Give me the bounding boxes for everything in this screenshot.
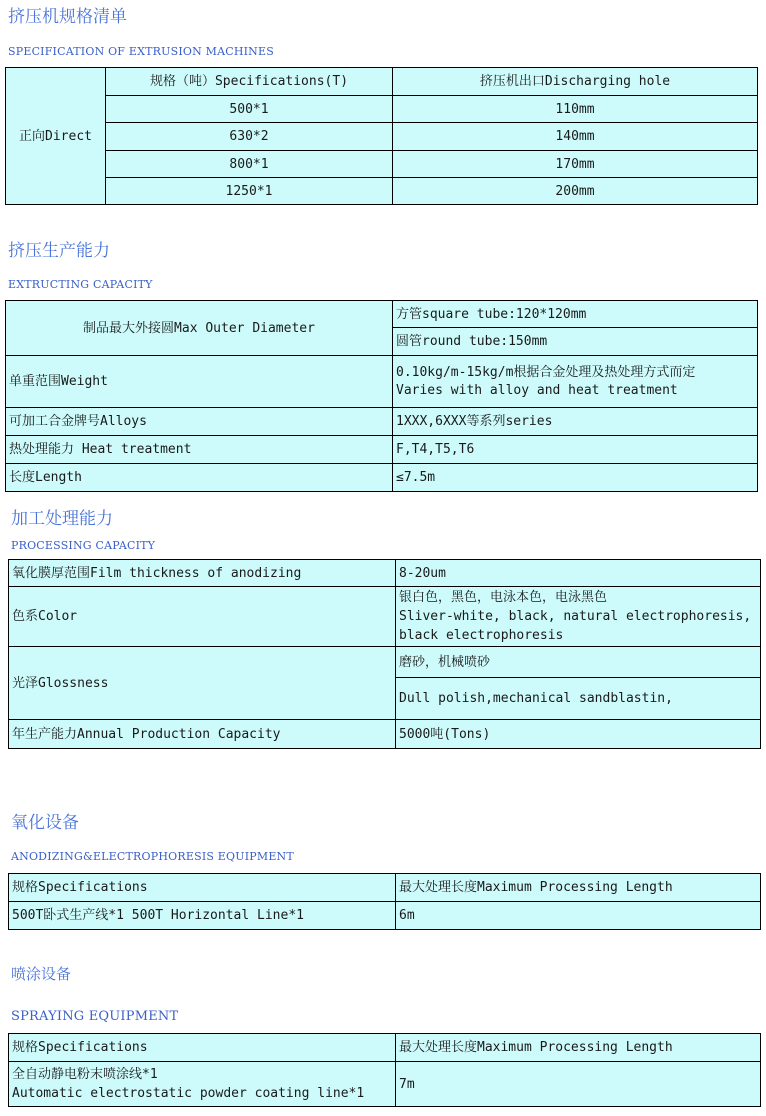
value-alloys: 1XXX,6XXX等系列series (392, 407, 758, 436)
label-annual-capacity: 年生产能力Annual Production Capacity (8, 719, 396, 749)
section-subtitle-extruding-capacity: EXTRUCTING CAPACITY (8, 278, 153, 291)
value-color (395, 586, 761, 647)
header-specifications: 规格Specifications (8, 1033, 396, 1062)
section-subtitle-spraying-equipment: SPRAYING EQUIPMENT (11, 1009, 179, 1024)
hole-cell: 140mm (392, 122, 758, 151)
powder-coating-text-en: Automatic electrostatic powder coating line*1 (12, 1086, 365, 1101)
row-horizontal-line-length: 6m (395, 901, 761, 930)
header-max-processing-length: 最大处理长度Maximum Processing Length (395, 873, 761, 902)
color-text-en-1: Sliver-white, black, natural electrophoresis, (399, 609, 752, 624)
value-glossness-en: Dull polish,mechanical sandblastin, (395, 677, 761, 720)
section-title-extrusion-specs: 挤压机规格清单 (8, 7, 127, 27)
header-specifications: 规格Specifications (8, 873, 396, 902)
row-horizontal-line-spec: 500T卧式生产线*1 500T Horizontal Line*1 (8, 901, 396, 930)
section-title-spraying-equipment: 喷涂设备 (11, 965, 72, 983)
label-weight: 单重范围Weight (5, 355, 393, 408)
label-glossness: 光泽Glossness (8, 646, 396, 720)
header-discharging-hole: 挤压机出口Discharging hole (392, 67, 758, 96)
section-subtitle-processing-capacity: PROCESSING CAPACITY (11, 539, 156, 552)
spec-cell: 1250*1 (105, 177, 393, 205)
section-title-processing-capacity: 加工处理能力 (11, 509, 113, 529)
label-max-outer-diameter: 制品最大外接圆Max Outer Diameter (5, 300, 393, 356)
value-square-tube: 方管square tube:120*120mm (392, 300, 758, 328)
value-heat-treatment: F,T4,T5,T6 (392, 435, 758, 464)
color-text-cn: 银白色，黑色，电泳本色，电泳黑色 (399, 590, 608, 605)
hole-cell: 200mm (392, 177, 758, 205)
value-film-thickness: 8-20um (395, 559, 761, 587)
label-alloys: 可加工合金牌号Alloys (5, 407, 393, 436)
spec-cell: 500*1 (105, 95, 393, 123)
value-round-tube: 圆管round tube:150mm (392, 327, 758, 356)
hole-cell: 170mm (392, 150, 758, 178)
row-label-direct: 正向Direct (5, 67, 106, 205)
section-title-extruding-capacity: 挤压生产能力 (8, 241, 110, 261)
label-heat-treatment: 热处理能力 Heat treatment (5, 435, 393, 464)
spec-cell: 800*1 (105, 150, 393, 178)
section-subtitle-extrusion-specs: SPECIFICATION OF EXTRUSION MACHINES (8, 45, 274, 58)
row-powder-coating-spec (8, 1061, 396, 1107)
value-annual-capacity: 5000吨(Tons) (395, 719, 761, 749)
value-weight (392, 355, 758, 408)
label-film-thickness: 氧化膜厚范围Film thickness of anodizing (8, 559, 396, 587)
weight-text-cn: 0.10kg/m-15kg/m根据合金处理及热处理方式而定 (396, 364, 696, 380)
section-subtitle-anodizing-equipment: ANODIZING&ELECTROPHORESIS EQUIPMENT (11, 850, 294, 863)
spec-cell: 630*2 (105, 122, 393, 151)
row-powder-coating-length: 7m (395, 1061, 761, 1107)
weight-text-en: Varies with alloy and heat treatment (396, 382, 678, 398)
header-specifications: 规格（吨）Specifications(T) (105, 67, 393, 96)
color-text-en-2: black electrophoresis (399, 628, 564, 643)
section-title-anodizing-equipment: 氧化设备 (11, 813, 79, 833)
label-length: 长度Length (5, 463, 393, 492)
powder-coating-text-cn: 全自动静电粉末喷涂线*1 (12, 1067, 158, 1082)
label-color: 色系Color (8, 586, 396, 647)
value-length: ≤7.5m (392, 463, 758, 492)
hole-cell: 110mm (392, 95, 758, 123)
header-max-processing-length: 最大处理长度Maximum Processing Length (395, 1033, 761, 1062)
value-glossness-cn: 磨砂，机械喷砂 (395, 646, 761, 678)
